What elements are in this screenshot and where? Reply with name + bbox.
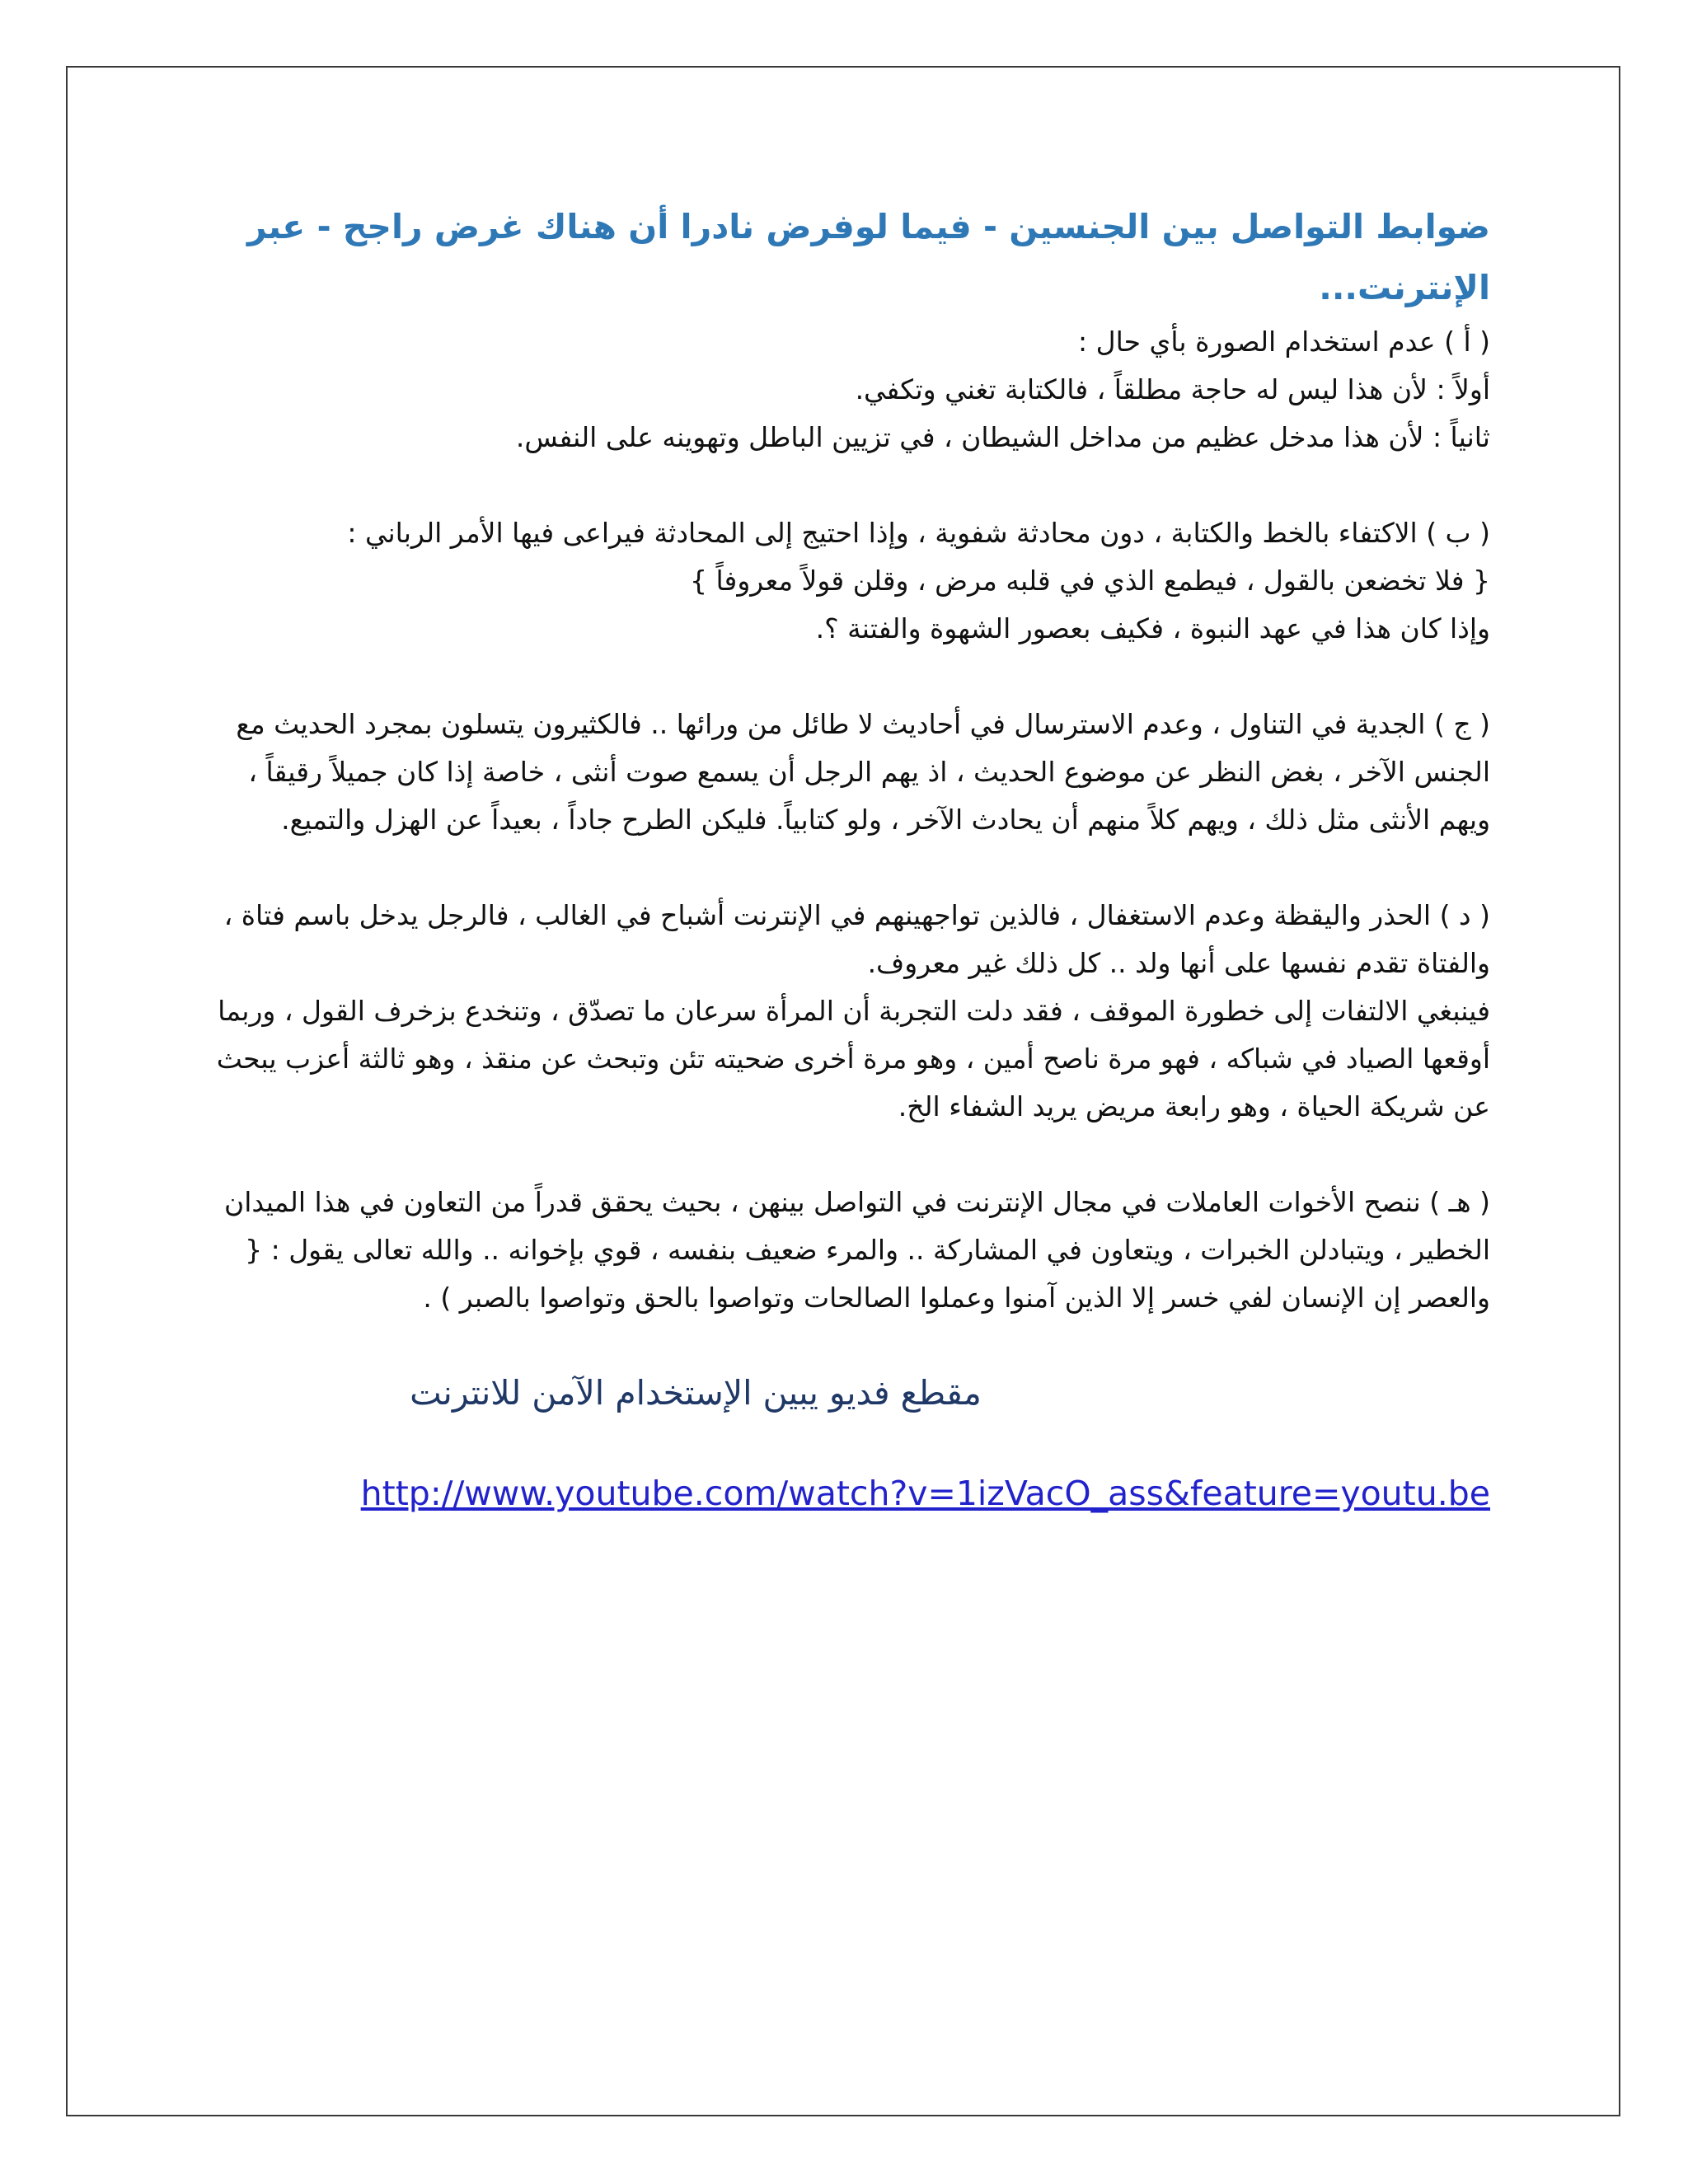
document-title: ضوابط التواصل بين الجنسين - فيما لوفرض نادرا أن هناك غرض راجح - عبر الإنترنت...	[247, 207, 1490, 307]
paragraph-line: ( د ) الحذر واليقظة وعدم الاستغفال ، فالذين تواجهينهم في الإنترنت أشباح في الغالب ، فالرجل يدخل باسم فتاة ، والفتاة تقدم نفسها على أنها ولد .. كل ذلك غير معروف.	[223, 899, 1490, 979]
paragraph-line: { فلا تخضعن بالقول ، فيطمع الذي في قلبه مرض ، وقلن قولاً معروفاً }	[690, 565, 1490, 597]
video-block	[198, 1360, 1490, 1518]
section-a	[198, 318, 1490, 462]
paragraph-line: ( هـ ) ننصح الأخوات العاملات في مجال الإنترنت في التواصل بينهن ، بحيث يحقق قدراً من التعاون في هذا الميدان الخطير ، ويتبادلن الخبرات ، ويتعاون في المشاركة .. والمرء ضعيف بنفسه ، قوي بإخوانه .. والله تعالى يقول : { والعصر إن الإنسان لفي خسر إلا الذين آمنوا وعملوا الصالحات وتواصوا بالحق وتواصوا بالصبر ) .	[224, 1186, 1490, 1314]
section-c	[198, 701, 1490, 844]
section-b	[198, 509, 1490, 653]
document-body	[198, 196, 1490, 1518]
video-link[interactable]: http://www.youtube.com/watch?v=1izVacO_ass&feature=youtu.be	[360, 1474, 1490, 1513]
video-title: مقطع فديو يبين الإستخدام الآمن للانترنت	[410, 1373, 982, 1413]
paragraph-line: ( ج ) الجدية في التناول ، وعدم الاسترسال في أحاديث لا طائل من ورائها .. فالكثيرون يتسلون بمجرد الحديث مع الجنس الآخر ، بغض النظر عن موضوع الحديث ، اذ يهم الرجل أن يسمع صوت أنثى ، خاصة إذا كان جميلاً رقيقاً ، ويهم الأنثى مثل ذلك ، ويهم كلاً منهم أن يحادث الآخر ، ولو كتابياً. فليكن الطرح جاداً ، بعيداً عن الهزل والتميع.	[236, 708, 1490, 836]
paragraph-line: أولاً : لأن هذا ليس له حاجة مطلقاً ، فالكتابة تغني وتكفي.	[855, 373, 1490, 405]
paragraph-line: ( أ ) عدم استخدام الصورة بأي حال :	[1077, 326, 1490, 358]
section-e	[198, 1179, 1490, 1322]
paragraph-line: فينبغي الالتفات إلى خطورة الموقف ، فقد دلت التجربة أن المرأة سرعان ما تصدّق ، وتنخدع بزخرف القول ، وربما أوقعها الصياد في شباكه ، فهو مرة ناصح أمين ، وهو مرة أخرى ضحيته تئن وتبحث عن منقذ ، وهو ثالثة أعزب يبحث عن شريكة الحياة ، وهو رابعة مريض يريد الشفاء الخ.	[216, 995, 1490, 1122]
paragraph-line: ( ب ) الاكتفاء بالخط والكتابة ، دون محادثة شفوية ، وإذا احتيج إلى المحادثة فيراعى فيها الأمر الرباني :	[347, 517, 1490, 549]
paragraph-line: ثانياً : لأن هذا مدخل عظيم من مداخل الشيطان ، في تزيين الباطل وتهوينه على النفس.	[515, 421, 1490, 453]
section-d	[198, 892, 1490, 1131]
paragraph-line: وإذا كان هذا في عهد النبوة ، فكيف بعصور الشهوة والفتنة ؟.	[815, 612, 1490, 644]
